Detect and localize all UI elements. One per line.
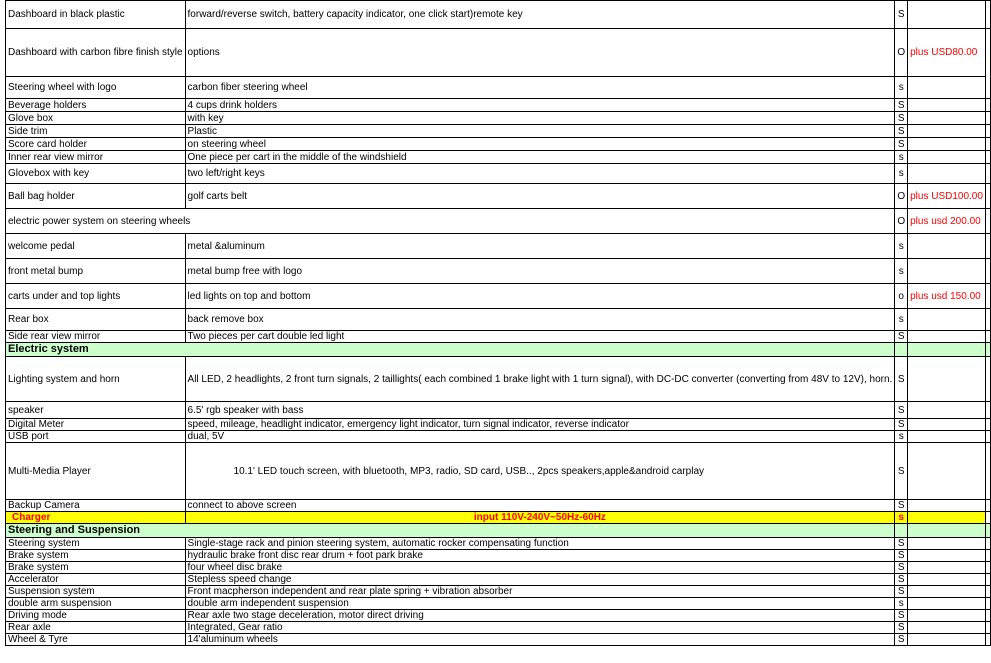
- feature-cell[interactable]: Inner rear view mirror: [6, 151, 186, 164]
- feature-cell[interactable]: Side rear view mirror: [6, 331, 186, 343]
- empty-cell[interactable]: [985, 1, 990, 29]
- std-cell[interactable]: S: [895, 331, 908, 343]
- std-cell[interactable]: s: [895, 151, 908, 164]
- detail-cell[interactable]: Front macpherson independent and rear plate spring + vibration absorber: [185, 586, 895, 598]
- price-cell[interactable]: [908, 524, 986, 538]
- price-cell[interactable]: [908, 598, 986, 610]
- feature-cell[interactable]: Wheel & Tyre: [6, 634, 186, 646]
- table-row[interactable]: [6, 431, 991, 443]
- table-row[interactable]: [6, 164, 991, 184]
- std-cell[interactable]: [895, 524, 908, 538]
- price-cell[interactable]: plus USD80.00: [908, 29, 986, 77]
- feature-cell[interactable]: Score card holder: [6, 138, 186, 151]
- feature-cell[interactable]: front metal bump: [6, 259, 186, 284]
- price-cell[interactable]: [908, 402, 986, 419]
- std-cell[interactable]: S: [895, 586, 908, 598]
- std-cell[interactable]: S: [895, 634, 908, 646]
- empty-cell[interactable]: [985, 284, 990, 309]
- empty-cell[interactable]: [985, 309, 990, 331]
- table-row[interactable]: [6, 598, 991, 610]
- std-cell[interactable]: S: [895, 550, 908, 562]
- price-cell[interactable]: [908, 562, 986, 574]
- table-row[interactable]: [6, 538, 991, 550]
- table-row[interactable]: [6, 234, 991, 259]
- std-cell[interactable]: S: [895, 538, 908, 550]
- table-row[interactable]: [6, 574, 991, 586]
- price-cell[interactable]: [908, 419, 986, 431]
- price-cell[interactable]: [908, 550, 986, 562]
- std-cell[interactable]: s: [895, 77, 908, 99]
- price-cell[interactable]: [908, 512, 986, 524]
- std-cell[interactable]: S: [895, 138, 908, 151]
- detail-cell[interactable]: 14'aluminum wheels: [185, 634, 895, 646]
- price-cell[interactable]: [908, 357, 986, 402]
- feature-cell[interactable]: Accelerator: [6, 574, 186, 586]
- table-row[interactable]: [6, 562, 991, 574]
- price-cell[interactable]: [908, 1, 986, 29]
- price-cell[interactable]: [908, 99, 986, 112]
- charger-row[interactable]: [6, 512, 991, 524]
- detail-cell[interactable]: four wheel disc brake: [185, 562, 895, 574]
- empty-cell[interactable]: [985, 419, 990, 431]
- feature-cell[interactable]: electric power system on steering wheels: [6, 209, 895, 234]
- empty-cell[interactable]: [985, 343, 990, 357]
- feature-cell[interactable]: Driving mode: [6, 610, 186, 622]
- table-row[interactable]: [6, 443, 991, 500]
- detail-cell[interactable]: metal bump free with logo: [185, 259, 895, 284]
- empty-cell[interactable]: [985, 259, 990, 284]
- empty-cell[interactable]: [985, 164, 990, 184]
- price-cell[interactable]: [908, 500, 986, 512]
- table-row[interactable]: [6, 29, 991, 77]
- table-row[interactable]: [6, 586, 991, 598]
- std-cell[interactable]: S: [895, 419, 908, 431]
- detail-cell[interactable]: double arm independent suspension: [185, 598, 895, 610]
- table-row[interactable]: [6, 419, 991, 431]
- empty-cell[interactable]: [985, 622, 990, 634]
- empty-cell[interactable]: [985, 209, 990, 234]
- empty-cell[interactable]: [985, 443, 990, 500]
- price-cell[interactable]: [908, 234, 986, 259]
- std-cell[interactable]: S: [895, 1, 908, 29]
- price-cell[interactable]: [908, 77, 986, 99]
- empty-cell[interactable]: [985, 357, 990, 402]
- std-cell[interactable]: S: [895, 402, 908, 419]
- empty-cell[interactable]: [985, 598, 990, 610]
- detail-cell[interactable]: dual, 5V: [185, 431, 895, 443]
- feature-cell[interactable]: Multi-Media Player: [6, 443, 186, 500]
- price-cell[interactable]: [908, 138, 986, 151]
- table-row[interactable]: [6, 99, 991, 112]
- std-cell[interactable]: s: [895, 309, 908, 331]
- std-cell[interactable]: O: [895, 184, 908, 209]
- empty-cell[interactable]: [985, 184, 990, 209]
- feature-cell[interactable]: Digital Meter: [6, 419, 186, 431]
- table-row[interactable]: [6, 112, 991, 125]
- detail-cell[interactable]: led lights on top and bottom: [185, 284, 895, 309]
- empty-cell[interactable]: [985, 500, 990, 512]
- std-cell[interactable]: o: [895, 284, 908, 309]
- table-row[interactable]: [6, 125, 991, 138]
- detail-cell[interactable]: input 110V-240V~50Hz-60Hz: [185, 512, 895, 524]
- feature-cell[interactable]: Beverage holders: [6, 99, 186, 112]
- empty-cell[interactable]: [985, 331, 990, 343]
- detail-cell[interactable]: forward/reverse switch, battery capacity indicator, one click start)remote key: [185, 1, 895, 29]
- feature-cell[interactable]: welcome pedal: [6, 234, 186, 259]
- price-cell[interactable]: plus usd 200.00: [908, 209, 986, 234]
- std-cell[interactable]: s: [895, 234, 908, 259]
- empty-cell[interactable]: [985, 586, 990, 598]
- detail-cell[interactable]: Rear axle two stage deceleration, motor direct driving: [185, 610, 895, 622]
- price-cell[interactable]: [908, 634, 986, 646]
- empty-cell[interactable]: [985, 112, 990, 125]
- empty-cell[interactable]: [985, 512, 990, 524]
- detail-cell[interactable]: on steering wheel: [185, 138, 895, 151]
- price-cell[interactable]: [908, 112, 986, 125]
- table-row[interactable]: [6, 634, 991, 646]
- detail-cell[interactable]: golf carts belt: [185, 184, 895, 209]
- empty-cell[interactable]: [985, 125, 990, 138]
- table-row[interactable]: [6, 151, 991, 164]
- std-cell[interactable]: S: [895, 500, 908, 512]
- feature-cell[interactable]: Lighting system and horn: [6, 357, 186, 402]
- std-cell[interactable]: S: [895, 443, 908, 500]
- detail-cell[interactable]: two left/right keys: [185, 164, 895, 184]
- feature-cell[interactable]: Brake system: [6, 562, 186, 574]
- empty-cell[interactable]: [985, 634, 990, 646]
- feature-cell[interactable]: Charger: [6, 512, 186, 524]
- empty-cell[interactable]: [985, 402, 990, 419]
- feature-cell[interactable]: Steering wheel with logo: [6, 77, 186, 99]
- empty-cell[interactable]: [985, 524, 990, 538]
- table-row[interactable]: [6, 331, 991, 343]
- table-row[interactable]: [6, 309, 991, 331]
- feature-cell[interactable]: Glove box: [6, 112, 186, 125]
- feature-cell[interactable]: Side trim: [6, 125, 186, 138]
- table-row[interactable]: [6, 550, 991, 562]
- feature-cell[interactable]: Dashboard with carbon fibre finish style: [6, 29, 186, 77]
- price-cell[interactable]: [908, 574, 986, 586]
- empty-cell[interactable]: [985, 550, 990, 562]
- price-cell[interactable]: plus USD100.00: [908, 184, 986, 209]
- detail-cell[interactable]: Integrated, Gear ratio: [185, 622, 895, 634]
- empty-cell[interactable]: [985, 431, 990, 443]
- price-cell[interactable]: [908, 259, 986, 284]
- price-cell[interactable]: [908, 309, 986, 331]
- detail-cell[interactable]: with key: [185, 112, 895, 125]
- detail-cell[interactable]: speed, mileage, headlight indicator, emergency light indicator, turn signal indicator, reverse indicator: [185, 419, 895, 431]
- empty-cell[interactable]: [985, 151, 990, 164]
- detail-cell[interactable]: Stepless speed change: [185, 574, 895, 586]
- std-cell[interactable]: s: [895, 512, 908, 524]
- detail-cell[interactable]: options: [185, 29, 895, 77]
- detail-cell[interactable]: carbon fiber steering wheel: [185, 77, 895, 99]
- feature-cell[interactable]: Dashboard in black plastic: [6, 1, 186, 29]
- table-row[interactable]: [6, 138, 991, 151]
- std-cell[interactable]: S: [895, 562, 908, 574]
- feature-cell[interactable]: Ball bag holder: [6, 184, 186, 209]
- price-cell[interactable]: [908, 431, 986, 443]
- feature-cell[interactable]: Backup Camera: [6, 500, 186, 512]
- std-cell[interactable]: S: [895, 622, 908, 634]
- feature-cell[interactable]: Suspension system: [6, 586, 186, 598]
- price-cell[interactable]: [908, 343, 986, 357]
- feature-cell[interactable]: Steering system: [6, 538, 186, 550]
- detail-cell[interactable]: metal &aluminum: [185, 234, 895, 259]
- detail-cell[interactable]: All LED, 2 headlights, 2 front turn signals, 2 taillights( each combined 1 brake light with 1 turn signal), with DC-DC converter (converting from 48V to 12V), horn.: [185, 357, 895, 402]
- table-row[interactable]: [6, 284, 991, 309]
- std-cell[interactable]: S: [895, 112, 908, 125]
- spec-table: [5, 0, 991, 646]
- empty-cell[interactable]: [985, 77, 990, 99]
- detail-cell[interactable]: Two pieces per cart double led light: [185, 331, 895, 343]
- detail-cell[interactable]: Plastic: [185, 125, 895, 138]
- price-cell[interactable]: [908, 443, 986, 500]
- table-row[interactable]: [6, 184, 991, 209]
- price-cell[interactable]: [908, 538, 986, 550]
- std-cell[interactable]: [895, 343, 908, 357]
- std-cell[interactable]: S: [895, 610, 908, 622]
- feature-cell[interactable]: Glovebox with key: [6, 164, 186, 184]
- std-cell[interactable]: O: [895, 29, 908, 77]
- empty-cell[interactable]: [985, 562, 990, 574]
- std-cell[interactable]: S: [895, 357, 908, 402]
- table-row[interactable]: [6, 402, 991, 419]
- price-cell[interactable]: plus usd 150.00: [908, 284, 986, 309]
- table-row[interactable]: [6, 357, 991, 402]
- detail-cell[interactable]: 6.5' rgb speaker with bass: [185, 402, 895, 419]
- std-cell[interactable]: S: [895, 99, 908, 112]
- price-cell[interactable]: [908, 151, 986, 164]
- price-cell[interactable]: [908, 164, 986, 184]
- section-header-row[interactable]: [6, 524, 991, 538]
- table-row[interactable]: [6, 610, 991, 622]
- section-title[interactable]: Electric system: [6, 343, 895, 357]
- feature-cell[interactable]: USB port: [6, 431, 186, 443]
- feature-cell[interactable]: Rear box: [6, 309, 186, 331]
- std-cell[interactable]: O: [895, 209, 908, 234]
- feature-cell[interactable]: Rear axle: [6, 622, 186, 634]
- detail-cell[interactable]: connect to above screen: [185, 500, 895, 512]
- detail-cell[interactable]: Single-stage rack and pinion steering system, automatic rocker compensating function: [185, 538, 895, 550]
- feature-cell[interactable]: double arm suspension: [6, 598, 186, 610]
- feature-cell[interactable]: Brake system: [6, 550, 186, 562]
- table-row[interactable]: [6, 259, 991, 284]
- feature-cell[interactable]: speaker: [6, 402, 186, 419]
- price-cell[interactable]: [908, 125, 986, 138]
- empty-cell[interactable]: [985, 234, 990, 259]
- table-row[interactable]: [6, 1, 991, 29]
- empty-cell[interactable]: [985, 574, 990, 586]
- table-row[interactable]: [6, 500, 991, 512]
- table-row[interactable]: [6, 209, 991, 234]
- table-row[interactable]: [6, 622, 991, 634]
- section-title[interactable]: Steering and Suspension: [6, 524, 895, 538]
- empty-cell[interactable]: [985, 138, 990, 151]
- section-header-row[interactable]: [6, 343, 991, 357]
- std-cell[interactable]: s: [895, 598, 908, 610]
- table-row[interactable]: [6, 77, 991, 99]
- detail-cell[interactable]: back remove box: [185, 309, 895, 331]
- detail-cell[interactable]: One piece per cart in the middle of the windshield: [185, 151, 895, 164]
- std-cell[interactable]: S: [895, 125, 908, 138]
- std-cell[interactable]: S: [895, 574, 908, 586]
- detail-cell[interactable]: 10.1' LED touch screen, with bluetooth, MP3, radio, SD card, USB.., 2pcs speakers,apple&android carplay: [185, 443, 895, 500]
- detail-cell[interactable]: 4 cups drink holders: [185, 99, 895, 112]
- empty-cell[interactable]: [985, 99, 990, 112]
- std-cell[interactable]: s: [895, 259, 908, 284]
- std-cell[interactable]: s: [895, 164, 908, 184]
- std-cell[interactable]: s: [895, 431, 908, 443]
- feature-cell[interactable]: carts under and top lights: [6, 284, 186, 309]
- price-cell[interactable]: [908, 610, 986, 622]
- price-cell[interactable]: [908, 622, 986, 634]
- empty-cell[interactable]: [985, 610, 990, 622]
- price-cell[interactable]: [908, 331, 986, 343]
- empty-cell[interactable]: [985, 29, 990, 77]
- empty-cell[interactable]: [985, 538, 990, 550]
- price-cell[interactable]: [908, 586, 986, 598]
- detail-cell[interactable]: hydraulic brake front disc rear drum + foot park brake: [185, 550, 895, 562]
